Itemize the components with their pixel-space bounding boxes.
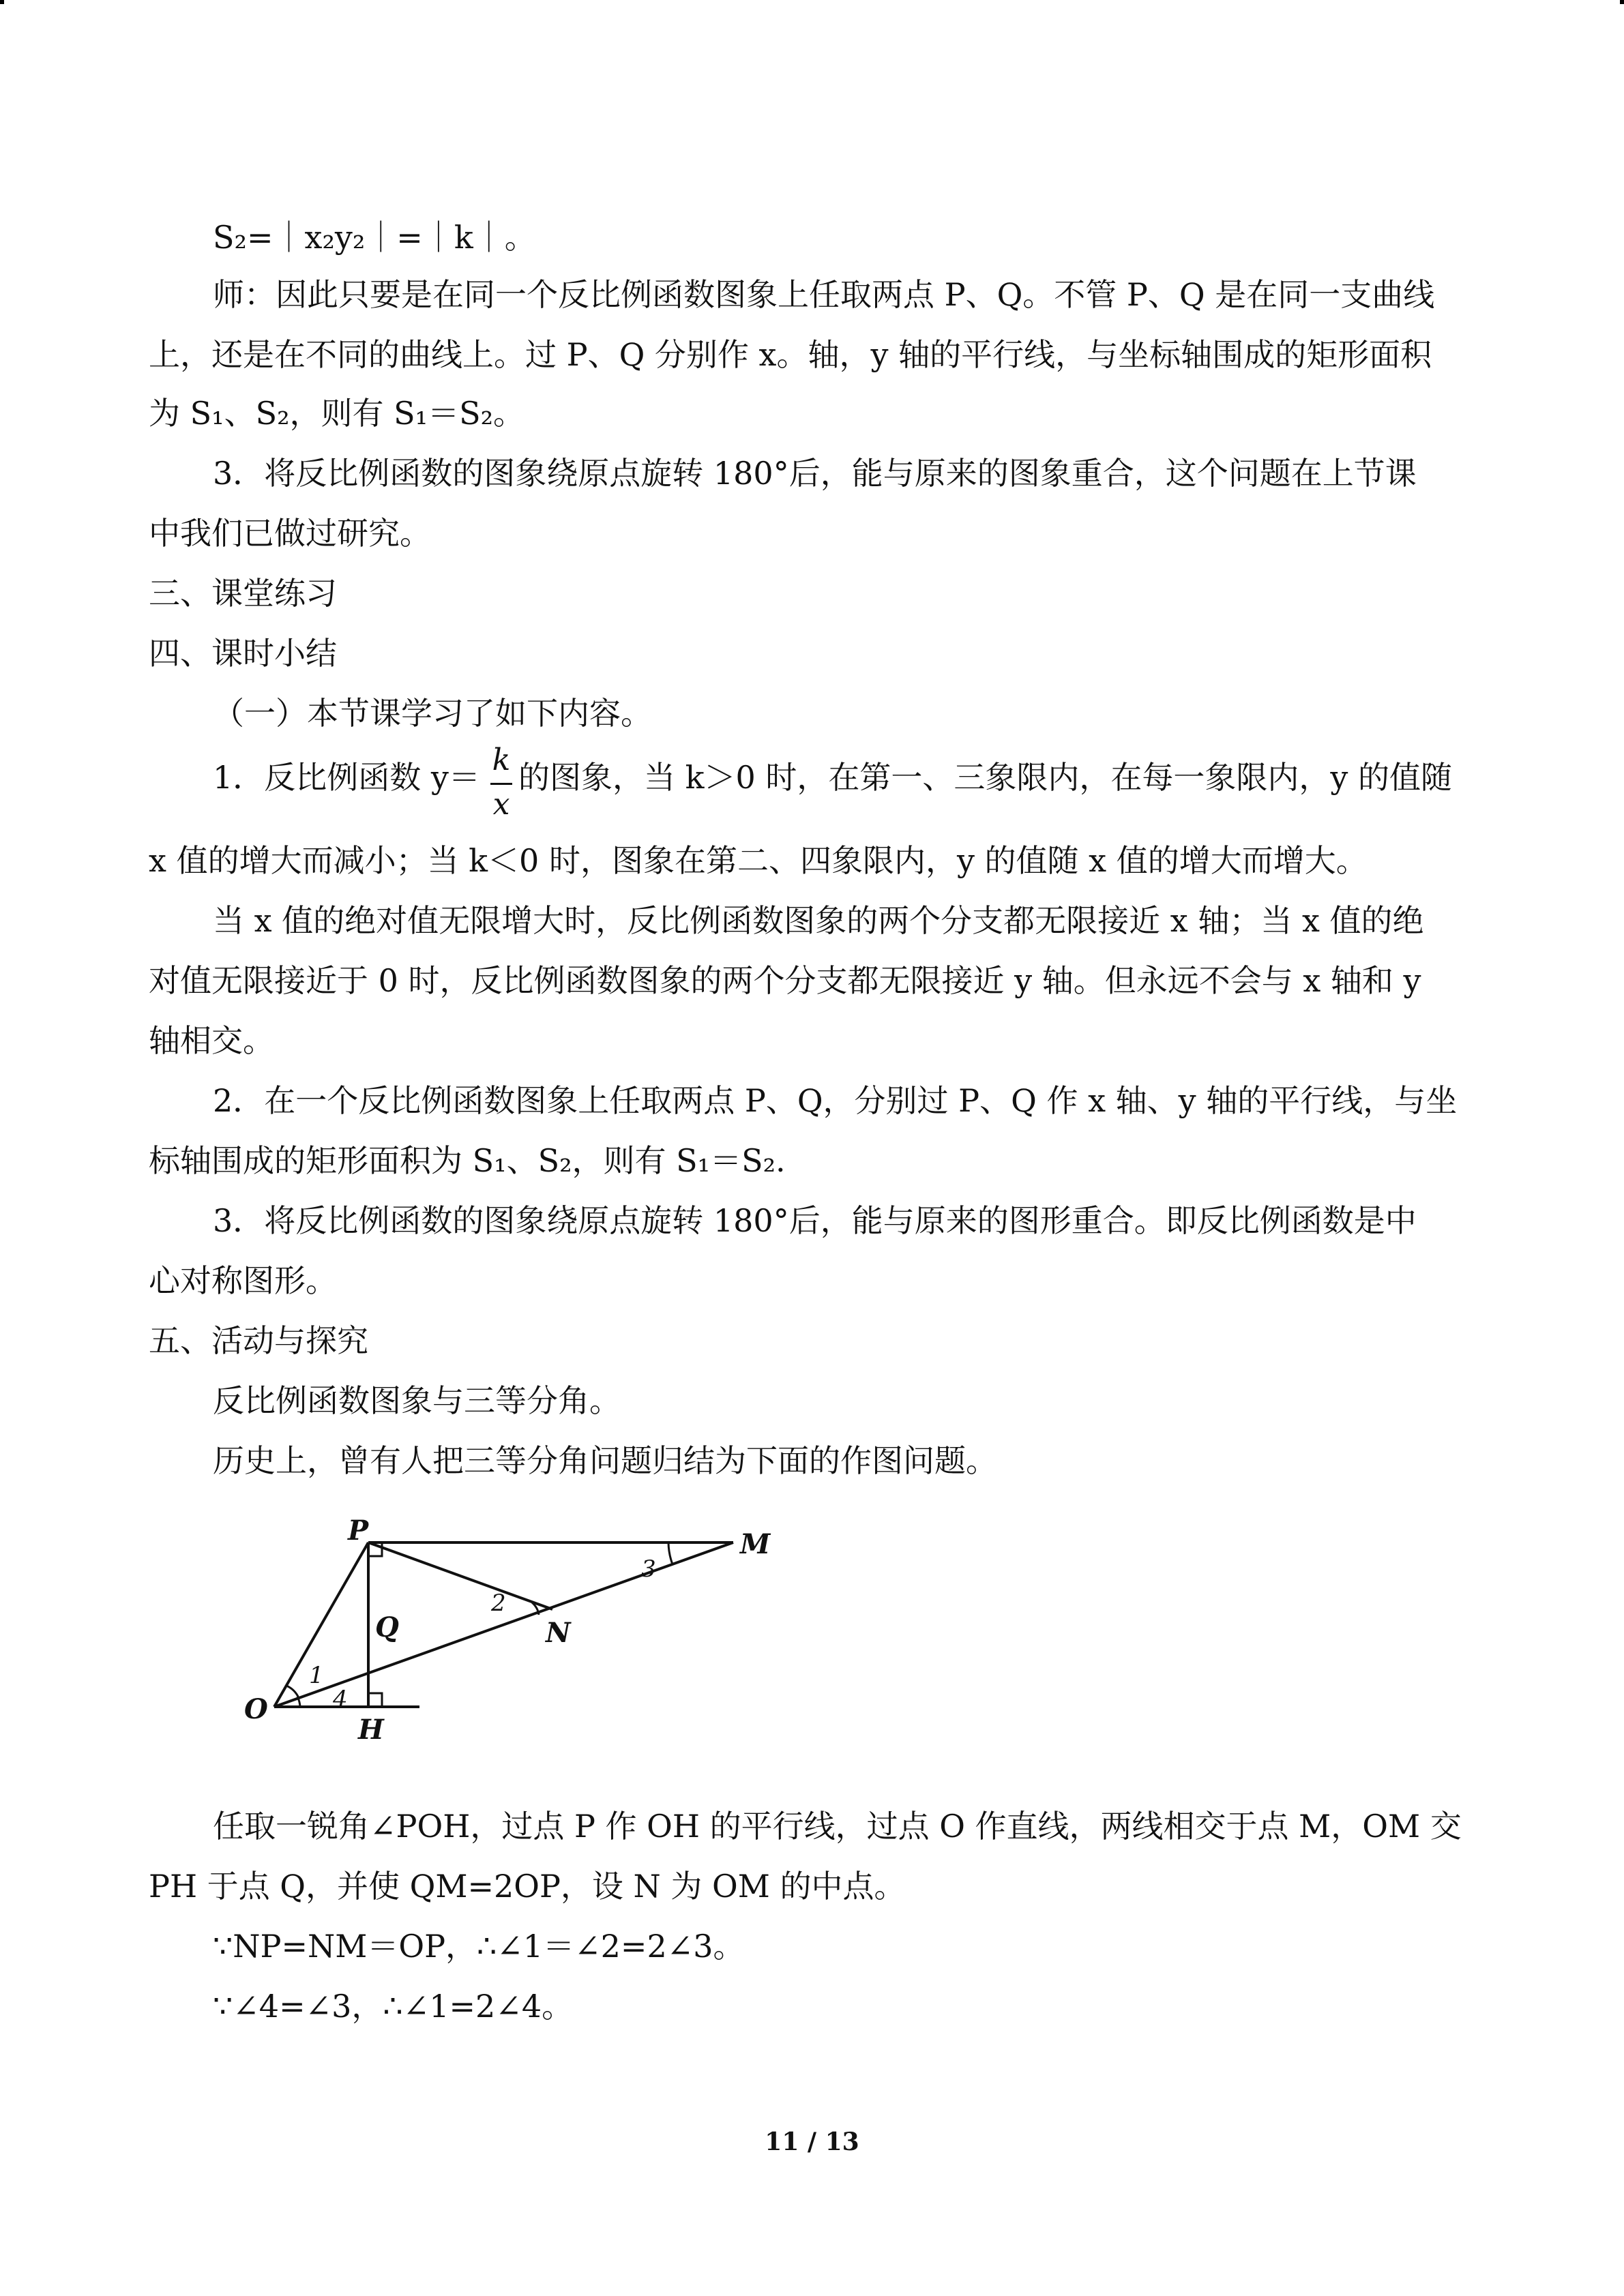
right-angle-mark-H bbox=[368, 1693, 382, 1707]
text-line: S₂=｜x₂y₂｜=｜k｜。 bbox=[213, 219, 536, 256]
text-line: 对值无限接近于 0 时，反比例函数图象的两个分支都无限接近 y 轴。但永远不会与 x 轴和 y bbox=[149, 962, 1421, 999]
angle-label-2: 2 bbox=[491, 1590, 506, 1617]
line-PN bbox=[368, 1542, 552, 1609]
text-line: 历史上，曾有人把三等分角问题归结为下面的作图问题。 bbox=[213, 1442, 997, 1479]
section-heading: 三、课堂练习 bbox=[149, 575, 337, 612]
text-line-part: 1．反比例函数 y＝ bbox=[213, 759, 480, 796]
text-line: 上，还是在不同的曲线上。过 P、Q 分别作 x。轴，y 轴的平行线，与坐标轴围成的矩形面积 bbox=[149, 336, 1432, 373]
label-H: H bbox=[358, 1714, 384, 1746]
section-heading: 五、活动与探究 bbox=[149, 1322, 368, 1359]
angle-label-4: 4 bbox=[333, 1686, 348, 1713]
geometry-figure bbox=[239, 1514, 784, 1759]
angle-label-3: 3 bbox=[641, 1555, 656, 1583]
text-line: PH 于点 Q，并使 QM=2OP，设 N 为 OM 的中点。 bbox=[149, 1868, 906, 1905]
text-line: 轴相交。 bbox=[149, 1022, 274, 1059]
text-line: 反比例函数图象与三等分角。 bbox=[213, 1382, 621, 1419]
text-line: ∵∠4=∠3，∴∠1=2∠4。 bbox=[213, 1988, 574, 2025]
label-Q: Q bbox=[375, 1611, 399, 1643]
fraction-numerator: k bbox=[492, 743, 511, 777]
angle-label-1: 1 bbox=[309, 1662, 324, 1689]
text-line: 标轴围成的矩形面积为 S₁、S₂，则有 S₁＝S₂. bbox=[149, 1142, 786, 1179]
corner-mark-left bbox=[0, 0, 4, 4]
text-line: 当 x 值的绝对值无限增大时，反比例函数图象的两个分支都无限接近 x 轴；当 x 值的绝 bbox=[213, 902, 1424, 939]
label-O: O bbox=[244, 1693, 268, 1725]
text-line: 3．将反比例函数的图象绕原点旋转 180°后，能与原来的图象重合，这个问题在上节课 bbox=[213, 455, 1417, 492]
angle-arc-1 bbox=[286, 1686, 299, 1698]
text-line: 2．在一个反比例函数图象上任取两点 P、Q，分别过 P、Q 作 x 轴、y 轴的平行线，与坐 bbox=[213, 1082, 1458, 1119]
text-line: ∵NP=NM＝OP，∴∠1＝∠2=2∠3。 bbox=[213, 1928, 745, 1965]
page-number: 11 / 13 bbox=[765, 2128, 859, 2156]
text-line: （一）本节课学习了如下内容。 bbox=[213, 695, 652, 732]
corner-mark-right bbox=[1620, 0, 1624, 4]
label-M: M bbox=[740, 1528, 771, 1560]
fraction-k-over-x bbox=[488, 743, 515, 825]
section-heading: 四、课时小结 bbox=[149, 635, 337, 672]
text-line: x 值的增大而减小；当 k＜0 时，图象在第二、四象限内，y 的值随 x 值的增大而增大。 bbox=[149, 842, 1368, 879]
text-line: 任取一锐角∠POH，过点 P 作 OH 的平行线，过点 O 作直线，两线相交于点 M，OM 交 bbox=[213, 1808, 1462, 1845]
text-line-part: 的图象，当 k＞0 时，在第一、三象限内，在每一象限内，y 的值随 bbox=[518, 759, 1452, 796]
text-line: 3．将反比例函数的图象绕原点旋转 180°后，能与原来的图形重合。即反比例函数是中 bbox=[213, 1202, 1417, 1239]
label-N: N bbox=[546, 1617, 571, 1649]
fraction-denominator: x bbox=[492, 787, 510, 822]
label-P: P bbox=[348, 1515, 369, 1547]
text-line: 为 S₁、S₂，则有 S₁＝S₂。 bbox=[149, 395, 525, 432]
line-OM bbox=[274, 1542, 733, 1707]
angle-arc-3 bbox=[668, 1542, 673, 1564]
text-line: 师：因此只要是在同一个反比例函数图象上任取两点 P、Q。不管 P、Q 是在同一支曲线 bbox=[213, 276, 1435, 313]
text-line: 心对称图形。 bbox=[149, 1262, 337, 1299]
text-line: 中我们已做过研究。 bbox=[149, 515, 431, 552]
fraction-bar bbox=[490, 783, 512, 785]
